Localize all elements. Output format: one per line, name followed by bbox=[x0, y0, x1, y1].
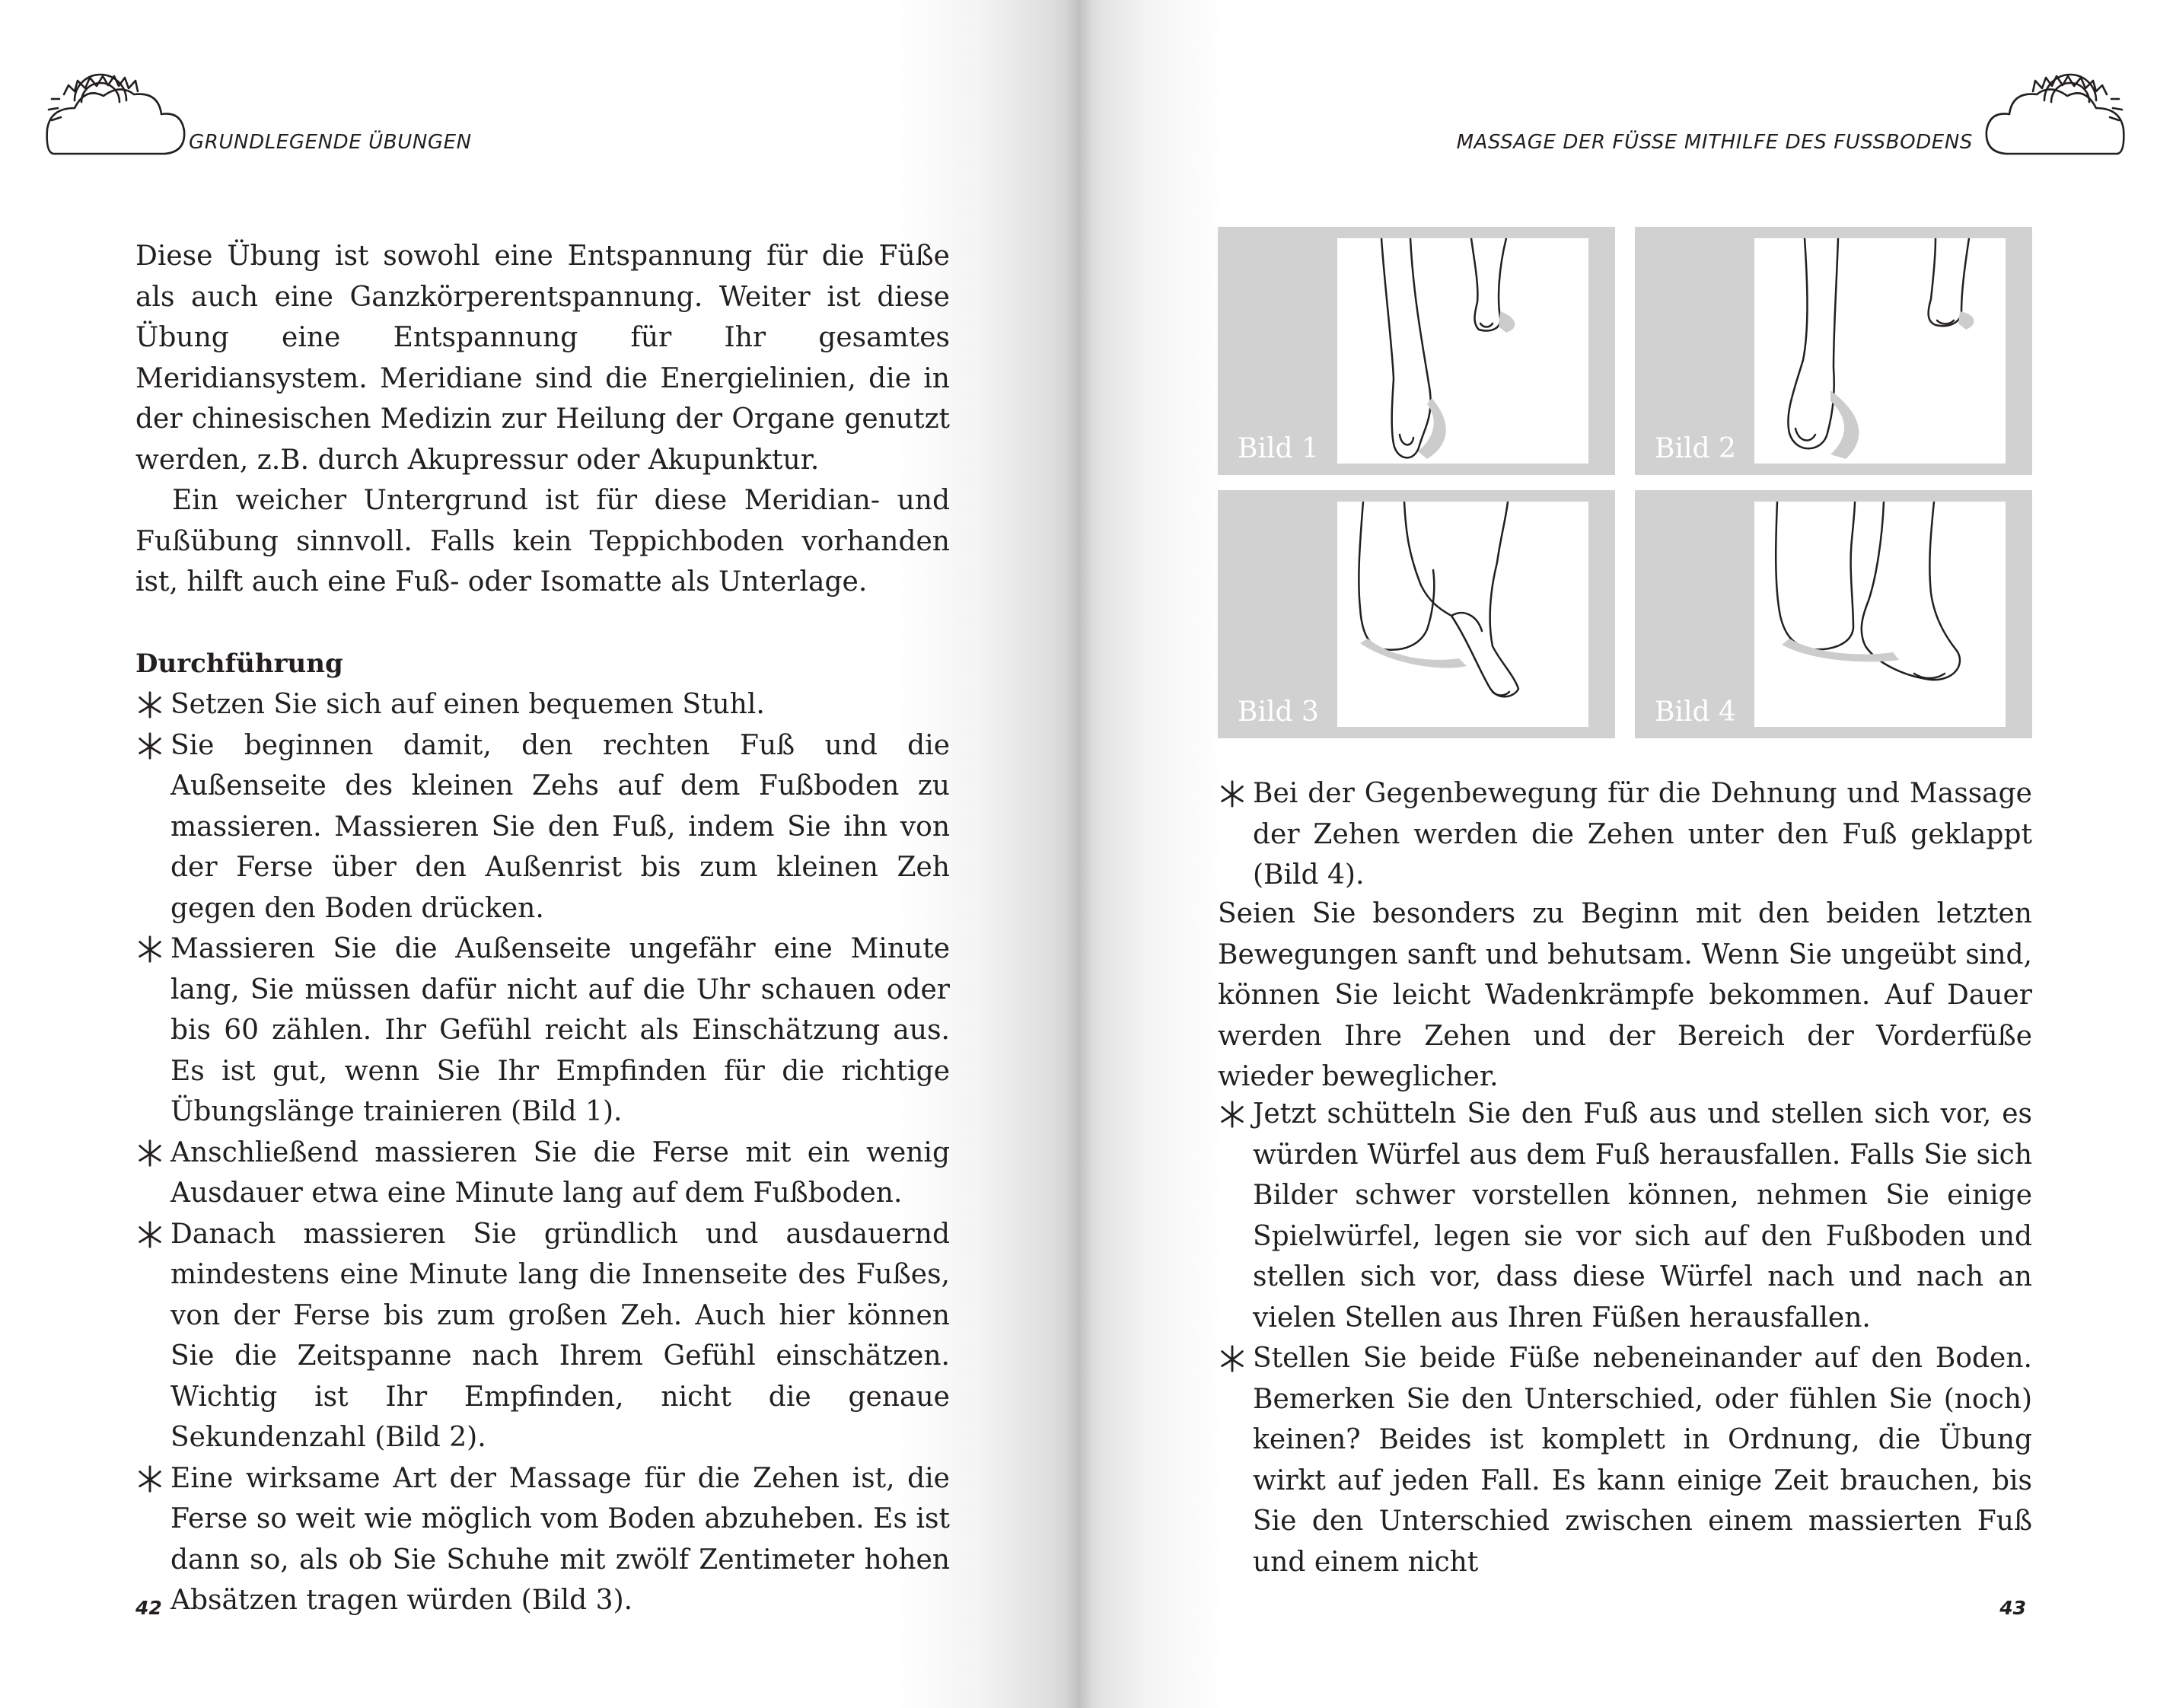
left-text-column bbox=[135, 236, 950, 1621]
running-header: GRUNDLEGENDE ÜBUNGEN bbox=[189, 131, 472, 154]
asterisk-bullet-icon bbox=[135, 1464, 164, 1493]
list-item bbox=[1218, 1094, 2032, 1338]
feet-outer-edge-icon bbox=[1337, 238, 1588, 464]
step-list bbox=[1218, 1094, 2032, 1582]
list-item bbox=[135, 929, 950, 1133]
asterisk-bullet-icon bbox=[135, 1139, 164, 1168]
foot-illustration bbox=[1337, 502, 1588, 727]
page-number: 42 bbox=[135, 1597, 162, 1619]
feet-toes-curled-icon bbox=[1754, 502, 2006, 727]
step-text: Danach massieren Sie gründlich und ausdauernd mindestens eine Minute lang die Innenseite des Fußes, von der Ferse bis zum großen Zeh. Auch hier können Sie die Zeitspanne nach Ihrem Gefühl einschätzen. Wichtig ist Ihr Empfinden, nicht die genaue Sekundenzahl (Bild 2). bbox=[170, 1218, 950, 1453]
book-gutter bbox=[1066, 0, 1091, 1708]
asterisk-bullet-icon bbox=[135, 1220, 164, 1249]
foot-illustration bbox=[1754, 238, 2006, 464]
step-text: Setzen Sie sich auf einen bequemen Stuhl. bbox=[170, 689, 765, 720]
step-text: Stellen Sie beide Füße nebeneinander auf den Boden. Bemerken Sie den Unterschied, oder fühlen Sie (noch) keinen? Beides ist komplett in Ordnung, die Übung wirkt auf jeden Fall. Es kann einige Zeit brauchen, bis Sie den Unterschied zwischen einem massierten Fuß und einem nicht bbox=[1253, 1343, 2032, 1578]
figure-bild-2 bbox=[1635, 227, 2032, 475]
right-text-top bbox=[1218, 773, 2032, 896]
list-item bbox=[135, 1214, 950, 1458]
step-text: Anschließend massieren Sie die Ferse mit ein wenig Ausdauer etwa eine Minute lang auf dem Fußboden. bbox=[170, 1136, 950, 1209]
list-item bbox=[135, 725, 950, 929]
right-text-bottom bbox=[1218, 1094, 2032, 1582]
feet-tiptoe-icon bbox=[1337, 502, 1588, 727]
left-page bbox=[0, 0, 1078, 1708]
asterisk-bullet-icon bbox=[1218, 1100, 1247, 1129]
middle-paragraph: Seien Sie besonders zu Beginn mit den beiden letzten Bewegungen sanft und behutsam. Wenn Sie ungeübt sind, können Sie leicht Wadenkrämpfe bekommen. Auf Dauer werden Ihre Zehen und der Bereich der Vorderfüße wieder beweglicher. bbox=[1218, 898, 2032, 1092]
list-item bbox=[1218, 773, 2032, 896]
foot-illustration bbox=[1754, 502, 2006, 727]
asterisk-bullet-icon bbox=[135, 690, 164, 719]
asterisk-bullet-icon bbox=[1218, 1344, 1247, 1373]
list-item bbox=[135, 1458, 950, 1621]
figure-label: Bild 3 bbox=[1238, 696, 1319, 728]
figure-bild-3 bbox=[1218, 490, 1615, 738]
list-item bbox=[135, 1133, 950, 1214]
step-text: Jetzt schütteln Sie den Fuß aus und stellen sich vor, es würden Würfel aus dem Fuß herausfallen. Falls Sie sich Bilder schwer vorstellen können, nehmen Sie einige Spielwürfel, legen sie vor sich auf den Fußboden und stellen sich vor, dass diese Würfel nach und nach an vielen Stellen aus Ihren Füßen herausfallen. bbox=[1253, 1098, 2032, 1334]
step-list bbox=[1218, 773, 2032, 896]
asterisk-bullet-icon bbox=[135, 935, 164, 964]
foot-illustration bbox=[1337, 238, 1588, 464]
step-text: Sie beginnen damit, den rechten Fuß und die Außenseite des kleinen Zehs auf dem Fußboden zu massieren. Massieren Sie den Fuß, indem Sie ihn von der Ferse über den Außenrist bis zum kleinen Zeh gegen den Boden drücken. bbox=[170, 729, 950, 924]
step-text: Massieren Sie die Außenseite ungefähr eine Minute lang, Sie müssen dafür nicht auf die Uhr schauen oder bis 60 zählen. Ihr Gefühl reicht als Einschätzung aus. Es ist gut, wenn Sie Ihr Empfinden für die richtige Übungslänge trainieren (Bild 1). bbox=[170, 933, 950, 1127]
intro-paragraph: Diese Übung ist sowohl eine Entspannung für die Füße als auch eine Ganzkörperentspannung. Weiter ist diese Übung eine Entspannung für Ihr gesamtes Meridiansystem. Meridiane sind die Energielinien, die in der chinesischen Medizin zur Heilung der Organe genutzt werden, z.B. durch Akupressur oder Akupunktur. bbox=[135, 241, 950, 476]
second-paragraph: Ein weicher Untergrund ist für diese Meridian- und Fußübung sinnvoll. Falls kein Teppichboden vorhanden ist, hilft auch eine Fuß- oder Isomatte als Unterlage. bbox=[135, 485, 950, 597]
page-number: 43 bbox=[1999, 1597, 2026, 1619]
right-text-middle bbox=[1218, 894, 2032, 1098]
section-heading: Durchführung bbox=[135, 648, 343, 679]
step-text: Eine wirksame Art der Massage für die Zehen ist, die Ferse so weit wie möglich vom Boden abzuheben. Es ist dann so, als ob Sie Schuhe mit zwölf Zentimeter hohen Absätzen tragen würden (Bild 3). bbox=[170, 1462, 950, 1616]
running-header: MASSAGE DER FÜSSE MITHILFE DES FUSSBODENS bbox=[1456, 131, 1973, 154]
feet-inner-edge-icon bbox=[1754, 238, 2006, 464]
asterisk-bullet-icon bbox=[135, 731, 164, 760]
figure-bild-1 bbox=[1218, 227, 1615, 475]
figure-label: Bild 1 bbox=[1238, 433, 1319, 464]
sun-cloud-icon bbox=[1980, 38, 2140, 160]
figure-label: Bild 4 bbox=[1655, 696, 1736, 728]
figure-bild-4 bbox=[1635, 490, 2032, 738]
asterisk-bullet-icon bbox=[1218, 779, 1247, 808]
sun-cloud-icon bbox=[30, 38, 190, 160]
step-text: Bei der Gegenbewegung für die Dehnung und Massage der Zehen werden die Zehen unter den Fuß geklappt (Bild 4). bbox=[1253, 778, 2032, 891]
step-list bbox=[135, 684, 950, 1621]
figure-label: Bild 2 bbox=[1655, 433, 1736, 464]
figure-grid bbox=[1218, 227, 2032, 738]
list-item bbox=[1218, 1338, 2032, 1582]
list-item bbox=[135, 684, 950, 725]
